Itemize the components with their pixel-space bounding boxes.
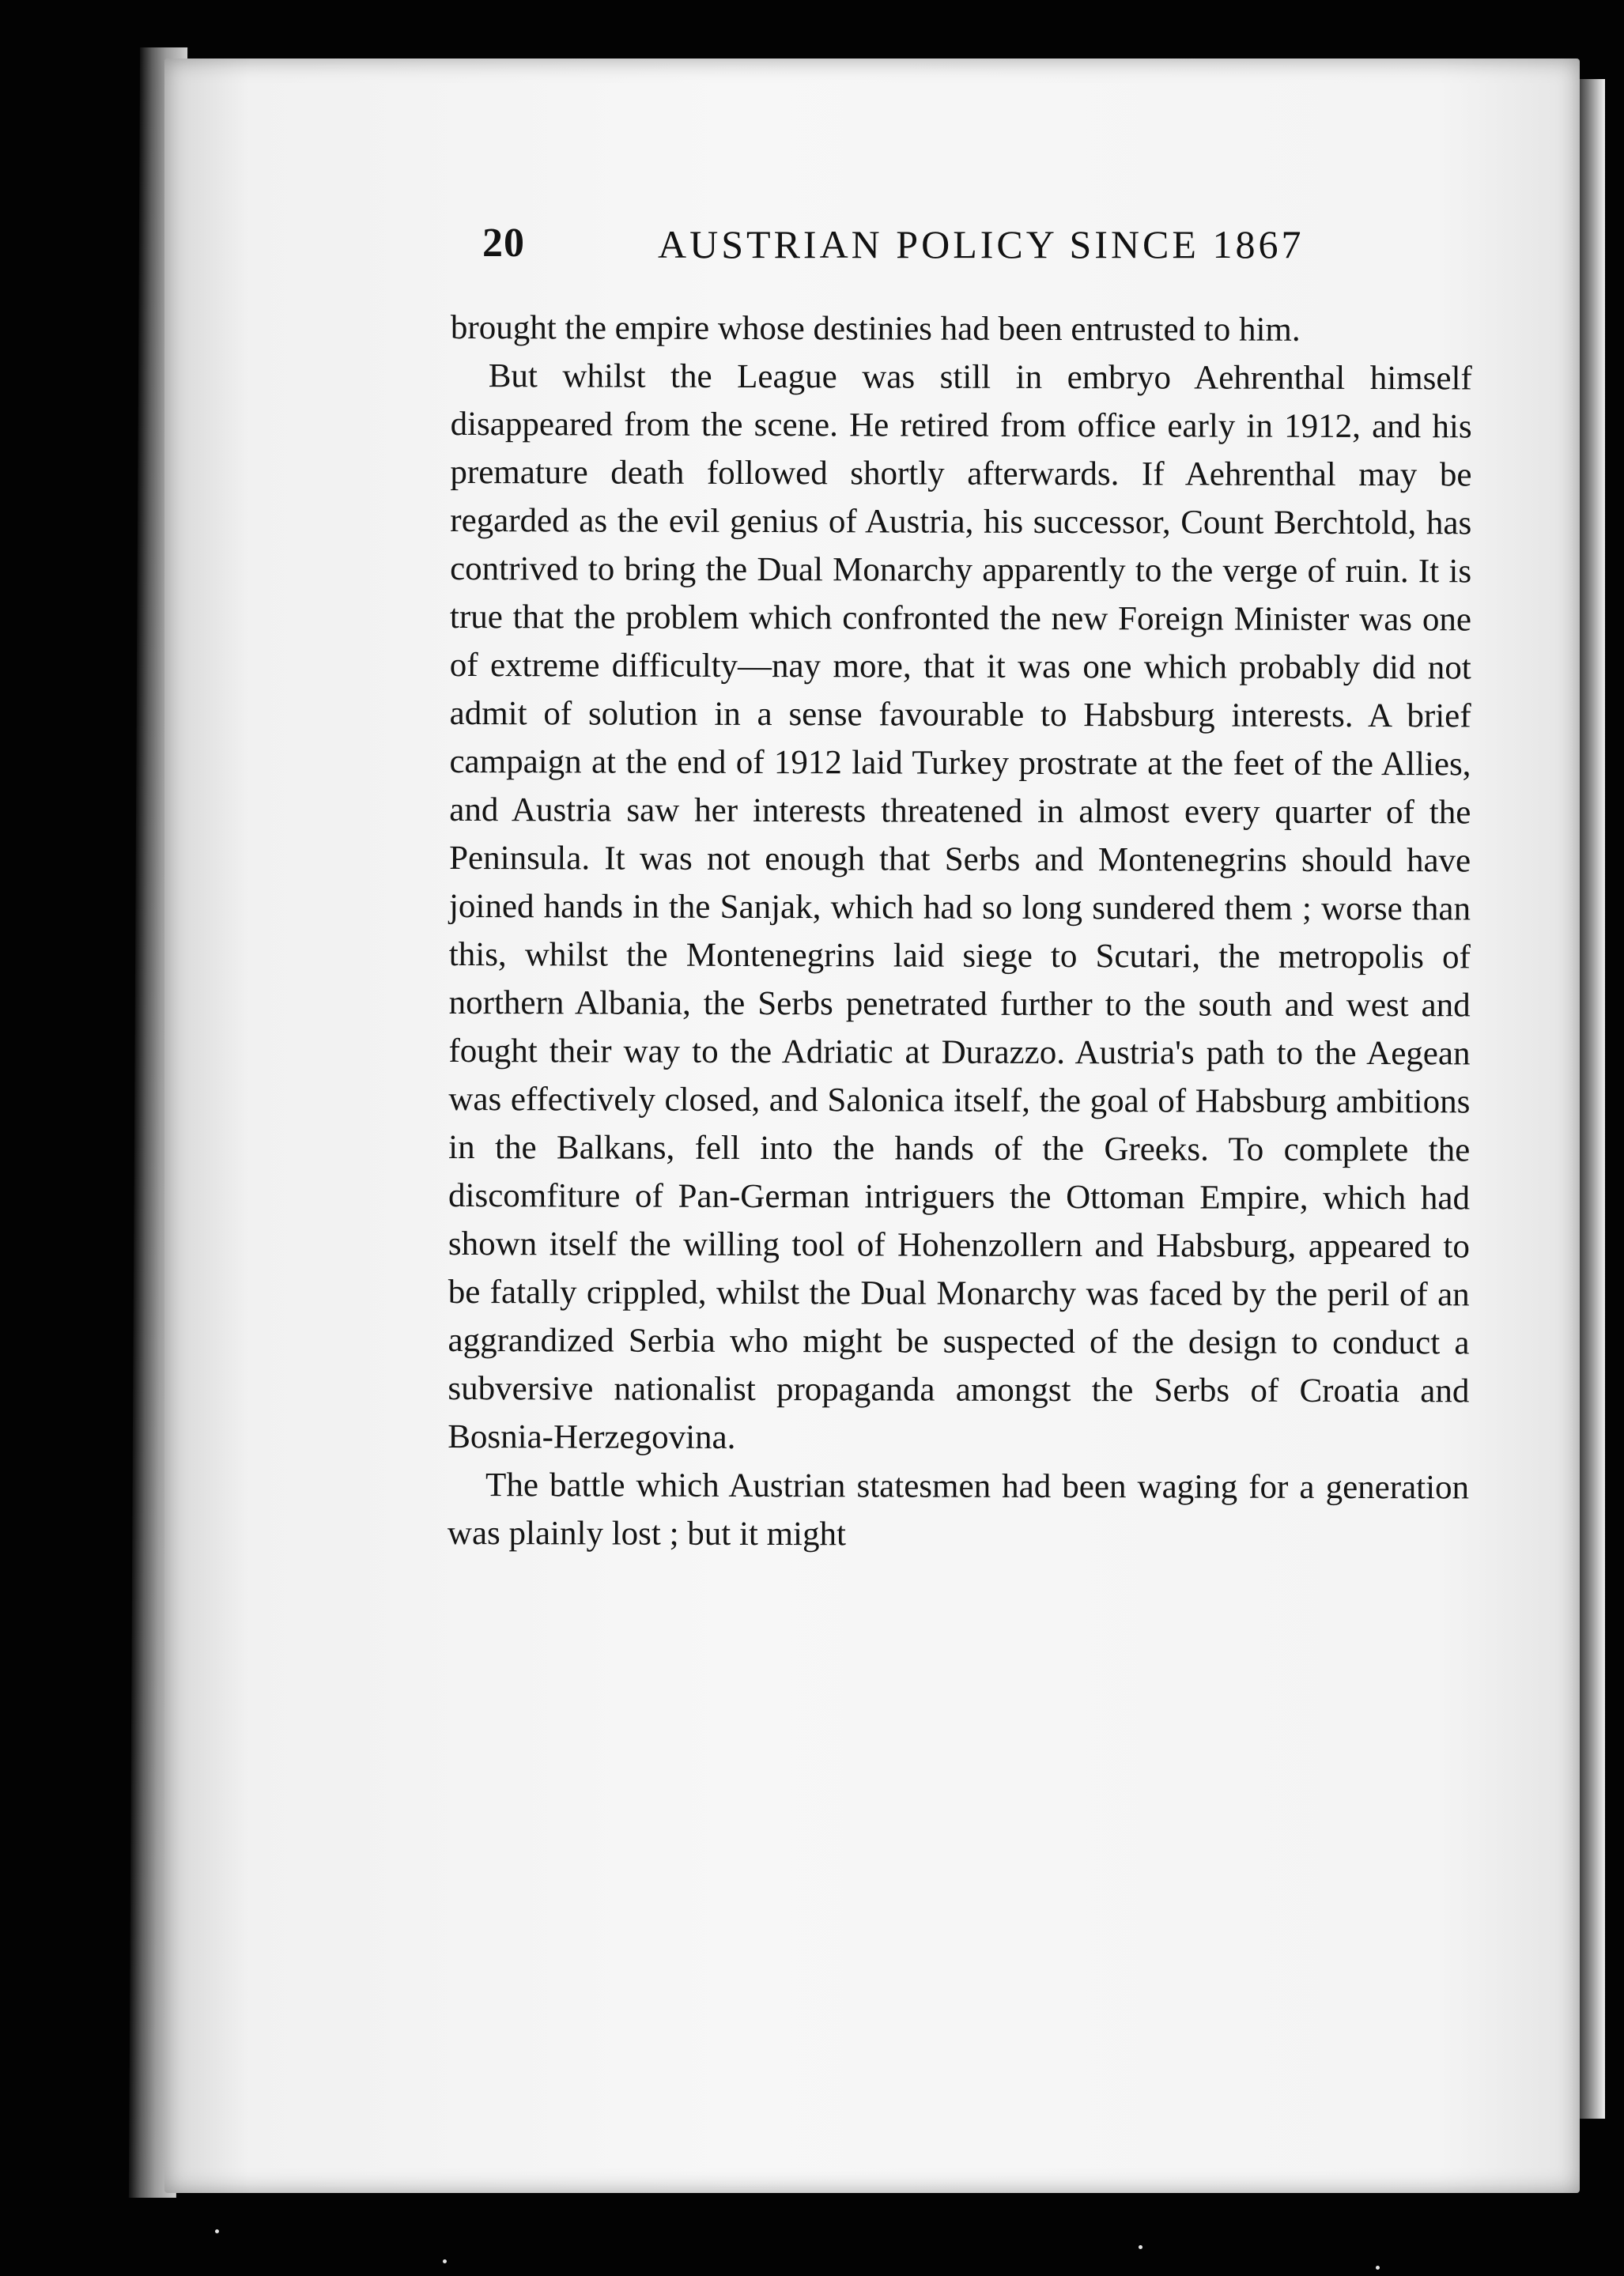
- page-header: [482, 220, 1305, 278]
- running-head: AUSTRIAN POLICY SINCE 1867: [658, 222, 1305, 266]
- body-text: [448, 304, 1472, 1560]
- paragraph-continuation: brought the empire whose destinies had been entrusted to him.: [450, 308, 1301, 349]
- paragraph-aehrenthal-berchtold: But whilst the League was still in embryo Aehrenthal himself disappeared from the scene. He retired from office early in 1912, and his premature death followed shortly afterwards. If Aehrenthal may be regarded as the evil genius of Austria, his successor, Count Berchtold, has contrived to bring the Dual Monarchy apparently to the verge of ruin. It is true that the problem which confronted the new Foreign Minister was one of extreme difficulty—nay more, that it was one which probably did not admit of solution in a sense favourable to Habsburg interests. A brief campaign at the end of 1912 laid Turkey prostrate at the feet of the Allies, and Austria saw her interests threatened in almost every quarter of the Peninsula. It was not enough that Serbs and Montenegrins should have joined hands in the Sanjak, which had so long sundered them ; worse than this, whilst the Montenegrins laid siege to Scutari, the metropolis of northern Albania, the Serbs penetrated further to the south and west and fought their way to the Adriatic at Durazzo. Austria's path to the Aegean was effectively closed, and Salonica itself, the goal of Habsburg ambitions in the Balkans, fell into the hands of the Greeks. To complete the discomfiture of Pan-German intriguers the Ottoman Empire, which had shown itself the willing tool of Hohenzollern and Habsburg, appeared to be fatally crippled, whilst the Dual Monarchy was faced by the peril of an aggrandized Serbia who might be suspected of the design to conduct a subversive nationalist propaganda amongst the Serbs of Croatia and Bosnia-Herzegovina.: [448, 357, 1472, 1456]
- scan-speck: [215, 2229, 219, 2233]
- scan-speck: [443, 2259, 447, 2263]
- page-number: 20: [482, 221, 525, 266]
- scan-speck: [1376, 2266, 1380, 2270]
- paragraph-battle-lost: The battle which Austrian statesmen had been waging for a generation was plainly lost ; but it might: [447, 1466, 1470, 1553]
- scan-speck: [1139, 2245, 1142, 2249]
